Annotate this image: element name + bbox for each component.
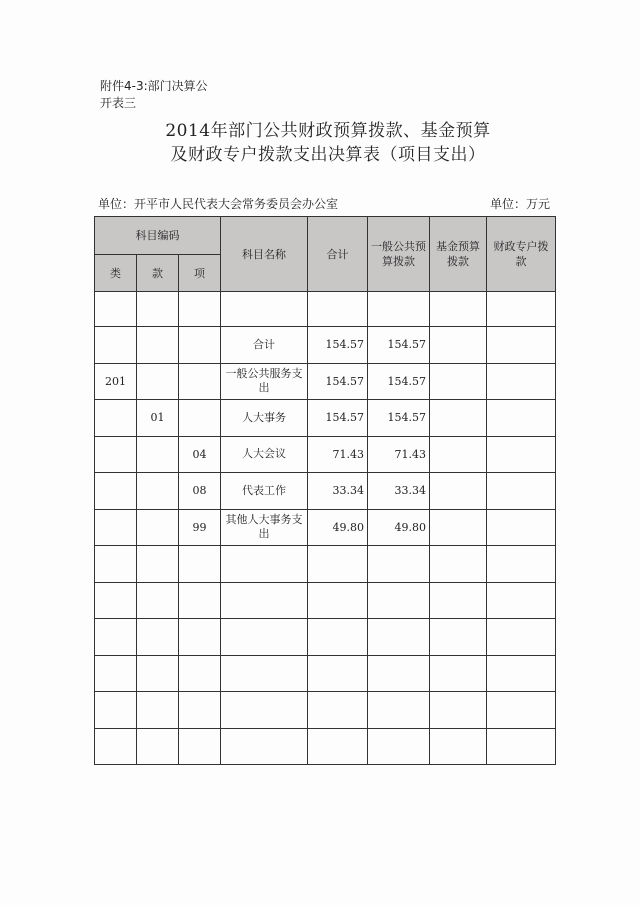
fund-cell <box>430 436 487 473</box>
table-number: 开表三 <box>100 96 137 110</box>
table-row <box>95 436 556 473</box>
table-row <box>95 728 556 765</box>
total-header: 合计 <box>308 217 368 292</box>
total-cell: 154.57 <box>308 363 368 400</box>
table-row <box>95 400 556 437</box>
xiang-cell <box>179 327 221 364</box>
money-unit: 单位：万元 <box>490 197 551 211</box>
subject-name-cell: 一般公共服务支出 <box>221 363 308 400</box>
subject-name-cell: 人大会议 <box>221 436 308 473</box>
kuan-cell <box>137 582 179 619</box>
table-row <box>95 327 556 364</box>
kuan-cell <box>137 546 179 583</box>
lei-cell <box>95 509 137 546</box>
fund-cell <box>430 619 487 656</box>
kuan-cell <box>137 509 179 546</box>
special-cell <box>487 582 556 619</box>
table-body <box>95 292 556 765</box>
title-line-1: 2014年部门公共财政预算拨款、基金预算 <box>165 121 491 141</box>
table-row <box>95 473 556 510</box>
spacer-row <box>95 292 556 327</box>
fund-cell <box>430 692 487 729</box>
subject-name-cell <box>221 728 308 765</box>
general-cell <box>368 619 430 656</box>
subject-name-cell <box>221 546 308 583</box>
general-cell: 154.57 <box>368 327 430 364</box>
lei-cell <box>95 473 137 510</box>
total-cell: 71.43 <box>308 436 368 473</box>
special-cell <box>487 400 556 437</box>
subject-name-cell <box>221 655 308 692</box>
xiang-cell <box>179 728 221 765</box>
fund-cell <box>430 655 487 692</box>
special-cell <box>487 655 556 692</box>
total-cell: 33.34 <box>308 473 368 510</box>
title-line-2: 及财政专户拨款支出决算表（项目支出） <box>170 145 486 165</box>
xiang-cell: 04 <box>179 436 221 473</box>
fund-cell <box>430 582 487 619</box>
attachment-label: 附件4-3:部门决算公 <box>100 79 208 93</box>
subject-name-cell <box>221 692 308 729</box>
xiang-cell <box>179 582 221 619</box>
general-cell: 71.43 <box>368 436 430 473</box>
general-cell: 154.57 <box>368 400 430 437</box>
total-cell <box>308 582 368 619</box>
special-cell <box>487 436 556 473</box>
fund-cell <box>430 473 487 510</box>
lei-cell <box>95 619 137 656</box>
xiang-cell <box>179 546 221 583</box>
kuan-cell <box>137 473 179 510</box>
subject-name-cell: 合计 <box>221 327 308 364</box>
subject-name-cell: 其他人大事务支出 <box>221 509 308 546</box>
lei-cell <box>95 692 137 729</box>
general-cell <box>368 655 430 692</box>
special-cell <box>487 546 556 583</box>
budget-table <box>94 216 556 765</box>
kuan-cell <box>137 363 179 400</box>
lei-cell <box>95 327 137 364</box>
lei-cell <box>95 546 137 583</box>
general-cell: 33.34 <box>368 473 430 510</box>
kuan-cell <box>137 655 179 692</box>
xiang-header: 项 <box>179 255 221 292</box>
kuan-header: 款 <box>137 255 179 292</box>
total-cell <box>308 546 368 583</box>
lei-cell: 201 <box>95 363 137 400</box>
general-cell: 154.57 <box>368 363 430 400</box>
special-cell <box>487 728 556 765</box>
special-account-header: 财政专户拨款 <box>487 217 556 292</box>
fund-budget-header: 基金预算拨款 <box>430 217 487 292</box>
fund-cell <box>430 400 487 437</box>
subject-name-cell <box>221 619 308 656</box>
lei-cell <box>95 400 137 437</box>
subject-name-header: 科目名称 <box>221 217 308 292</box>
general-cell <box>368 582 430 619</box>
fund-cell <box>430 327 487 364</box>
xiang-cell: 99 <box>179 509 221 546</box>
fund-cell <box>430 728 487 765</box>
kuan-cell <box>137 619 179 656</box>
fund-cell <box>430 546 487 583</box>
lei-cell <box>95 436 137 473</box>
table-row <box>95 655 556 692</box>
table-row <box>95 692 556 729</box>
general-cell: 49.80 <box>368 509 430 546</box>
table-row <box>95 582 556 619</box>
special-cell <box>487 619 556 656</box>
total-cell: 154.57 <box>308 327 368 364</box>
general-cell <box>368 728 430 765</box>
total-cell <box>308 655 368 692</box>
general-cell <box>368 692 430 729</box>
general-budget-header: 一般公共预算拨款 <box>368 217 430 292</box>
lei-cell <box>95 582 137 619</box>
xiang-cell <box>179 363 221 400</box>
fund-cell <box>430 509 487 546</box>
subject-name-cell: 人大事务 <box>221 400 308 437</box>
kuan-cell <box>137 692 179 729</box>
table-header <box>95 217 556 292</box>
subject-name-cell <box>221 582 308 619</box>
total-cell <box>308 692 368 729</box>
kuan-cell <box>137 728 179 765</box>
total-cell: 49.80 <box>308 509 368 546</box>
kuan-cell <box>137 436 179 473</box>
total-cell <box>308 619 368 656</box>
xiang-cell <box>179 692 221 729</box>
special-cell <box>487 692 556 729</box>
total-cell: 154.57 <box>308 400 368 437</box>
lei-cell <box>95 655 137 692</box>
special-cell <box>487 327 556 364</box>
table-row <box>95 363 556 400</box>
xiang-cell <box>179 655 221 692</box>
total-cell <box>308 728 368 765</box>
subject-code-header: 科目编码 <box>95 217 221 255</box>
subject-name-cell: 代表工作 <box>221 473 308 510</box>
table-row <box>95 509 556 546</box>
kuan-cell <box>137 327 179 364</box>
lei-cell <box>95 728 137 765</box>
fund-cell <box>430 363 487 400</box>
xiang-cell <box>179 400 221 437</box>
special-cell <box>487 363 556 400</box>
table-row <box>95 546 556 583</box>
kuan-cell: 01 <box>137 400 179 437</box>
xiang-cell: 08 <box>179 473 221 510</box>
xiang-cell <box>179 619 221 656</box>
general-cell <box>368 546 430 583</box>
lei-header: 类 <box>95 255 137 292</box>
special-cell <box>487 473 556 510</box>
table-row <box>95 619 556 656</box>
special-cell <box>487 509 556 546</box>
organization-unit: 单位：开平市人民代表大会常务委员会办公室 <box>98 197 339 211</box>
